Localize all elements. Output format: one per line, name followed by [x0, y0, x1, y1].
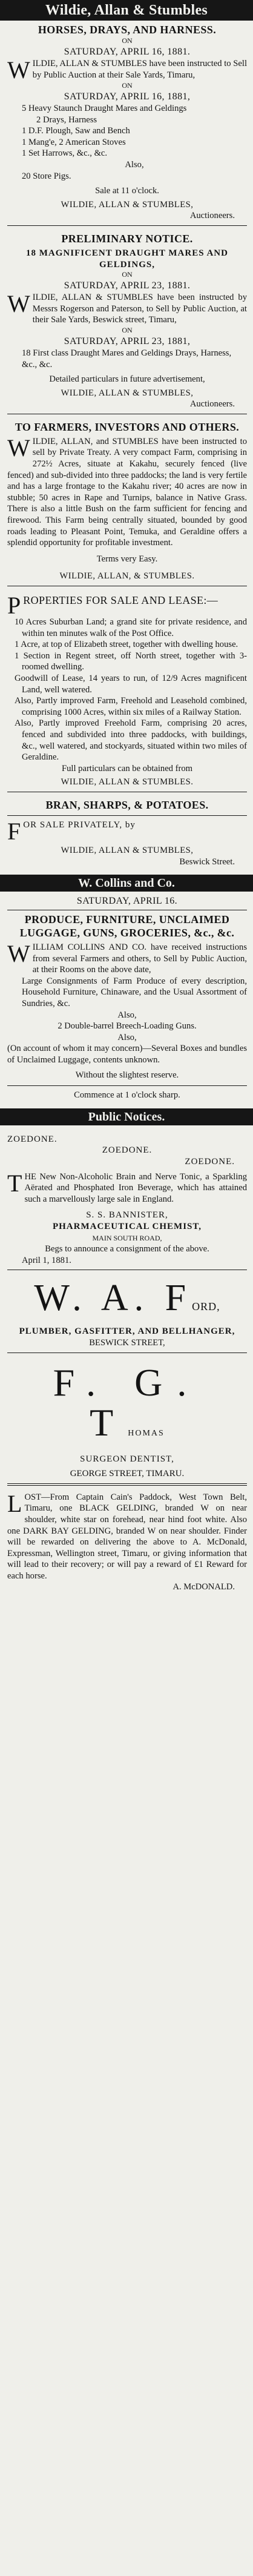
ad-intro [7, 292, 247, 326]
section-banner-public-notices: Public Notices. [0, 1108, 253, 1125]
list-item: 1 Mang'e, 2 American Stoves [22, 137, 126, 147]
ad-thomas-dentist [0, 1357, 253, 1489]
ford-initials: W. A. F [34, 1277, 192, 1319]
sale-date: SATURDAY, APRIL 16. [76, 896, 178, 907]
auctioneer-title: Auctioneers. [189, 211, 235, 221]
list-item: 2 Drays, Harness [36, 114, 97, 125]
chemist-trade: PHARMACEUTICAL CHEMIST, [52, 1221, 202, 1231]
thomas-trade: SURGEON DENTIST, [80, 1454, 174, 1464]
masthead: Wildie, Allan & Stumbles [0, 0, 253, 21]
list-item: Also, Partly improved Freehold Farm, comprising 20 acres, fenced and subdivided into three paddocks, with buildings, &c., well watered, and stockyards, situated within two miles of Geraldine. [15, 718, 247, 763]
commence-time: Commence at 1 o'clock sharp. [74, 1090, 180, 1101]
auctioneer-title: Auctioneers. [189, 399, 235, 409]
ad-preliminary-notice [0, 230, 253, 418]
drop-cap: F [7, 817, 21, 845]
zoedone-3: ZOEDONE. [185, 1157, 235, 1167]
notice-date: April 1, 1881. [22, 1255, 71, 1265]
on-label: ON [122, 36, 133, 45]
list-item: 1 Section in Regent street, off North street, together with 3-roomed dwelling. [15, 651, 247, 672]
thomas-surname-rest: HOMAS [128, 1428, 165, 1438]
chemist-name: S. S. BANNISTER, [86, 1210, 168, 1220]
drop-cap: L [7, 1489, 22, 1517]
drop-cap: W [7, 434, 30, 462]
headline-number: 18 [26, 248, 36, 258]
auctioneer-signature: WILDIE, ALLAN & STUMBLES. [61, 777, 194, 787]
body-text: HE New Non-Alcoholic Brain and Nerve Tonic, a Sparkling Aërated and Phosphated Iron Beverage, which has attained such a marvellously large sale in England. [24, 1171, 247, 1204]
ad-properties [0, 590, 253, 796]
ford-trade: PLUMBER, GASFITTER, AND BELLHANGER, [19, 1326, 235, 1337]
ad-title-row [7, 592, 247, 619]
drop-cap: W [7, 56, 30, 84]
item-list: 18 First class Draught Mares and Geldings Drays, Harness, &c., &c. [22, 348, 232, 369]
ad-farmers-investors [0, 418, 253, 590]
reserve-note: Without the slightest reserve. [75, 1070, 179, 1080]
ad-title: BRAN, SHARPS, & POTATOES. [45, 798, 209, 811]
ad-bran-sharps [0, 796, 253, 871]
sale-date-2: SATURDAY, APRIL 16, 1881, [64, 91, 191, 102]
ad-title: ROPERTIES FOR SALE AND LEASE:— [23, 594, 218, 606]
headline-text: MAGNIFICENT DRAUGHT MARES AND GELDINGS, [39, 248, 228, 270]
ad-ford-plumber [0, 1274, 253, 1356]
list-item: Also, [125, 159, 144, 170]
body-text: OR SALE PRIVATELY, by [23, 819, 136, 830]
ad-intro [7, 56, 247, 84]
drop-cap: T [7, 1169, 22, 1197]
body-text: OST—From Captain Cain's Paddock, West Town Belt, Timaru, one BLACK GELDING, branded W on near shoulder, white star on forehead, near hind foot white. Also one DARK BAY GELDING, branded W on near shoulder. Finder will be rewarded on delivering the above to A. McDonald, Expressman, Wellington street, Timaru, or giving information that will lead to their recovery; or will pay a reward of £1 Reward for each horse. [7, 1492, 247, 1581]
list-item: Goodwill of Lease, 14 years to run, of 12/9 Acres magnificent Land, well watered. [15, 673, 247, 695]
ford-address: BESWICK STREET, [89, 1337, 165, 1348]
ford-name [7, 1279, 247, 1326]
consignment: Large Consignments of Farm Produce of every description, Household Furniture, Chinaware, and the Usual Assortment of Sundries, &c. [22, 976, 247, 1009]
list-item: 10 Acres Suburban Land; a grand site for private residence, and within ten minutes walk of the Post Office. [15, 617, 247, 638]
ad-lost-horses [0, 1489, 253, 1597]
thomas-address: GEORGE STREET, TIMARU. [70, 1469, 185, 1479]
guns: 2 Double-barrel Breech-Loading Guns. [58, 1021, 197, 1031]
full-particulars: Full particulars can be obtained from [62, 763, 192, 773]
list-item: 1 D.F. Plough, Saw and Bench [22, 126, 130, 136]
ad-title: TO FARMERS, INVESTORS AND OTHERS. [15, 420, 240, 433]
sale-date: SATURDAY, APRIL 16, 1881. [64, 47, 191, 57]
ad-zoedone [0, 1125, 253, 1274]
ad-title: PRODUCE, FURNITURE, UNCLAIMED LUGGAGE, GUNS, GROCERIES, &c., &c. [19, 913, 235, 939]
on-label-2: ON [122, 325, 133, 334]
list-item: 20 Store Pigs. [22, 171, 71, 181]
ad-title: HORSES, DRAYS, AND HARNESS. [38, 24, 217, 36]
zoedone-2: ZOEDONE. [102, 1145, 153, 1156]
list-item: Also, Partly improved Farm, Freehold and Leasehold combined, comprising 1000 Acres, within six miles of a Railway Station. [15, 696, 247, 717]
ad-collins-sale [0, 892, 253, 1105]
item-list [7, 103, 247, 182]
list-item: 5 Heavy Staunch Draught Mares and Geldings [22, 104, 187, 113]
ad-body [7, 942, 247, 976]
on-label: ON [122, 270, 133, 279]
chemist-address: MAIN SOUTH ROAD, [92, 1233, 162, 1242]
also-label-2: Also, [117, 1032, 137, 1042]
unclaimed-luggage: (On account of whom it may concern)—Several Boxes and bundles of Unclaimed Luggage, contents unknown. [7, 1044, 247, 1065]
zoedone-1: ZOEDONE. [7, 1134, 58, 1144]
on-label-2: ON [122, 81, 133, 90]
auctioneer-signature: WILDIE, ALLAN & STUMBLES, [61, 199, 194, 210]
drop-cap: W [7, 940, 30, 968]
also-label: Also, [117, 1010, 137, 1020]
sale-date-2: SATURDAY, APRIL 23, 1881, [64, 336, 191, 346]
ad-horses-drays [0, 21, 253, 230]
headline [7, 248, 247, 270]
body-text: ILLIAM COLLINS AND CO. have received instructions from several Farmers and others, to Sell by Public Auction, at their Rooms on the above date, [32, 942, 247, 975]
thomas-initials: F. G. T [53, 1360, 202, 1444]
detail-note: Detailed particulars in future advertisement, [49, 374, 205, 385]
section-banner-collins: W. Collins and Co. [0, 875, 253, 892]
auctioneer-signature: WILDIE, ALLAN & STUMBLES, [61, 388, 194, 398]
intro-text: ILDIE, ALLAN & STUMBLES have been instructed by Messrs Rogerson and Paterson, to Sell by Public Auction, at their Sale Yards, Beswick street, Timaru, [32, 293, 247, 325]
ad-body [7, 1489, 247, 1582]
body-text: ILDIE, ALLAN, and STUMBLES have been instructed to sell by Private Treaty. A very compact Farm, comprising in 272½ Acres, situate at Kakahu, securely fenced (live fenced) and sub-divided into three paddocks; the land is very fertile and has a large frontage to the Kakahu river; 40 acres are now in stubble; 50 acres in Rape and Turnips, balance in Native Grass. There is also a little Bush on the farm sufficient for fencing and firewood. This Farm being centrally situated, bounded by good roads leading to Pleasant Point, Temuka, and Geraldine offers a splendid opportunity for profitable investment. [7, 436, 247, 548]
intro-text: ILDIE, ALLAN & STUMBLES have been instructed to Sell by Public Auction at their Sale Yards, Timaru, [32, 59, 247, 80]
ad-title: PRELIMINARY NOTICE. [61, 232, 193, 245]
list-item: 1 Set Harrows, &c., &c. [22, 148, 108, 159]
auctioneer-signature: WILDIE, ALLAN, & STUMBLES. [59, 571, 195, 581]
announcement: Begs to announce a consignment of the above. [45, 1244, 209, 1254]
advertiser-signature: A. McDONALD. [172, 1582, 235, 1592]
ad-body [7, 1171, 247, 1205]
terms: Terms very Easy. [96, 554, 158, 564]
sale-date: SATURDAY, APRIL 23, 1881. [64, 280, 191, 291]
auctioneer-address: Beswick Street. [179, 856, 235, 867]
list-item: 1 Acre, at top of Elizabeth street, together with dwelling house. [15, 640, 238, 650]
thomas-name [7, 1360, 247, 1454]
drop-cap: P [7, 592, 21, 619]
sale-time: Sale at 11 o'clock. [95, 186, 159, 196]
auctioneer-signature: WILDIE, ALLAN & STUMBLES, [61, 845, 194, 855]
ad-body [7, 436, 247, 549]
ford-surname-rest: ORD, [192, 1300, 220, 1313]
ad-body [7, 817, 247, 845]
drop-cap: W [7, 290, 30, 318]
